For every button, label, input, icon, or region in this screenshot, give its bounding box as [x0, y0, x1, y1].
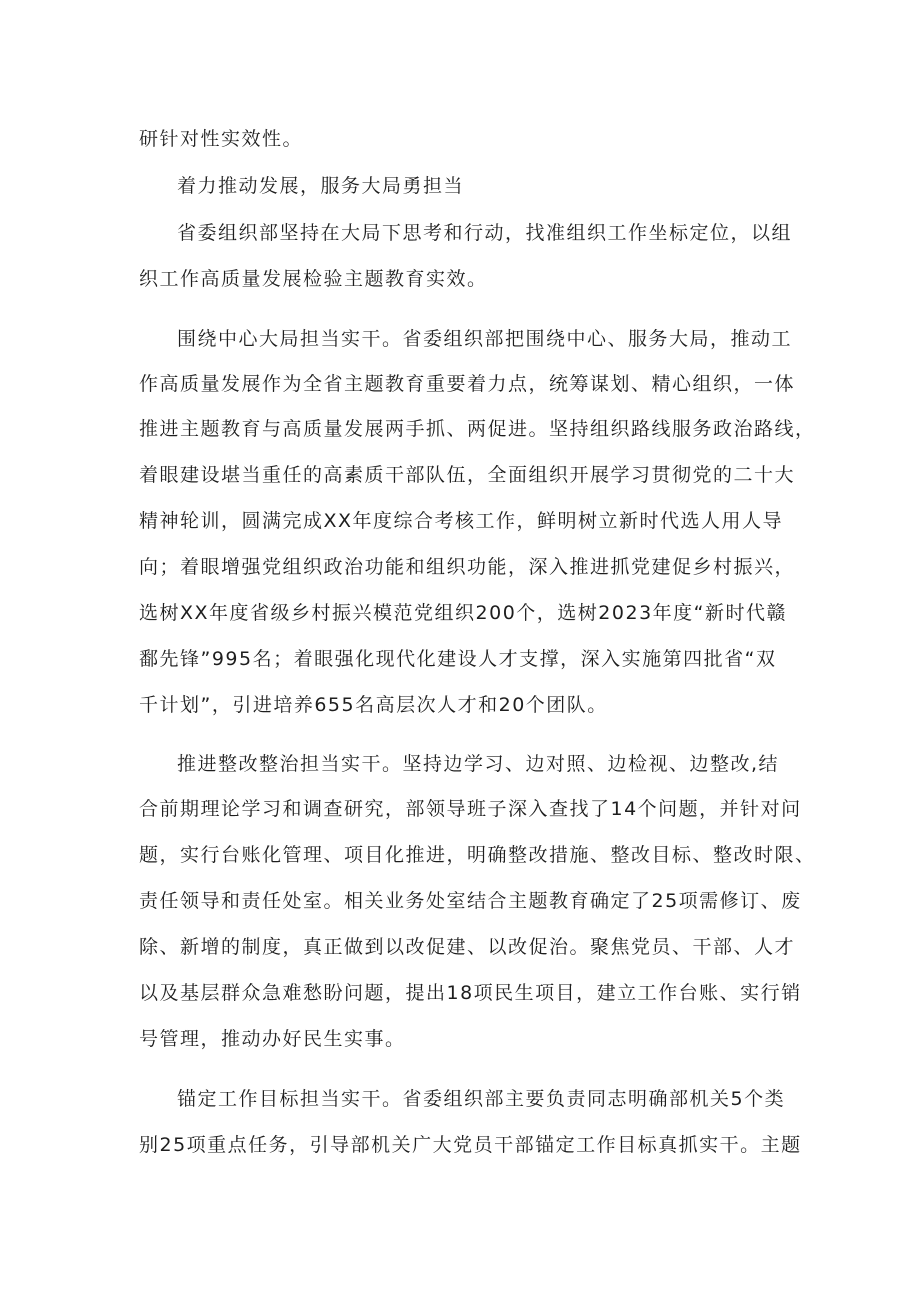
- text-line: 推进主题教育与高质量发展两手抓、两促进。坚持组织路线服务政治路线，: [139, 418, 816, 440]
- text-line: 别25项重点任务，引导部机关广大党员干部锚定工作目标真抓实干。主题: [139, 1134, 802, 1156]
- text-line: 围绕中心大局担当实干。省委组织部把围绕中心、服务大局，推动工: [177, 328, 793, 350]
- text-line: 省委组织部坚持在大局下思考和行动，找准组织工作坐标定位，以组: [177, 222, 793, 244]
- text-line: 研针对性实效性。: [139, 128, 304, 150]
- text-line: 千计划”，引进培养655名高层次人才和20个团队。: [139, 694, 608, 716]
- text-line: 选树XX年度省级乡村振兴模范党组织200个，选树2023年度“新时代赣: [139, 602, 787, 624]
- text-line: 以及基层群众急难愁盼问题，提出18项民生项目，建立工作台账、实行销: [139, 982, 802, 1004]
- text-line: 号管理，推动办好民生实事。: [139, 1028, 406, 1050]
- text-line: 着眼建设堪当重任的高素质干部队伍，全面组织开展学习贯彻党的二十大: [139, 464, 796, 486]
- text-line: 合前期理论学习和调查研究，部领导班子深入查找了14个问题，并针对问: [139, 798, 802, 820]
- text-line: 责任领导和责任处室。相关业务处室结合主题教育确定了25项需修订、废: [139, 890, 802, 912]
- text-line: 织工作高质量发展检验主题教育实效。: [139, 268, 488, 290]
- text-line: 鄱先锋”995名；着眼强化现代化建设人才支撑，深入实施第四批省“双: [139, 648, 777, 670]
- text-line: 向；着眼增强党组织政治功能和组织功能，深入推进抓党建促乡村振兴，: [139, 556, 796, 578]
- text-line: 题，实行台账化管理、项目化推进，明确整改措施、整改目标、整改时限、: [139, 844, 816, 866]
- text-line: 锚定工作目标担当实干。省委组织部主要负责同志明确部机关5个类: [177, 1088, 786, 1110]
- text-line: 推进整改整治担当实干。坚持边学习、边对照、边检视、边整改,结: [177, 753, 780, 775]
- text-line: 精神轮训，圆满完成XX年度综合考核工作，鲜明树立新时代选人用人导: [139, 510, 784, 532]
- section-heading: 着力推动发展，服务大局勇担当: [177, 175, 465, 197]
- text-line: 除、新增的制度，真正做到以改促建、以改促治。聚焦党员、干部、人才: [139, 936, 796, 958]
- text-line: 作高质量发展作为全省主题教育重要着力点，统筹谋划、精心组织，一体: [139, 373, 796, 395]
